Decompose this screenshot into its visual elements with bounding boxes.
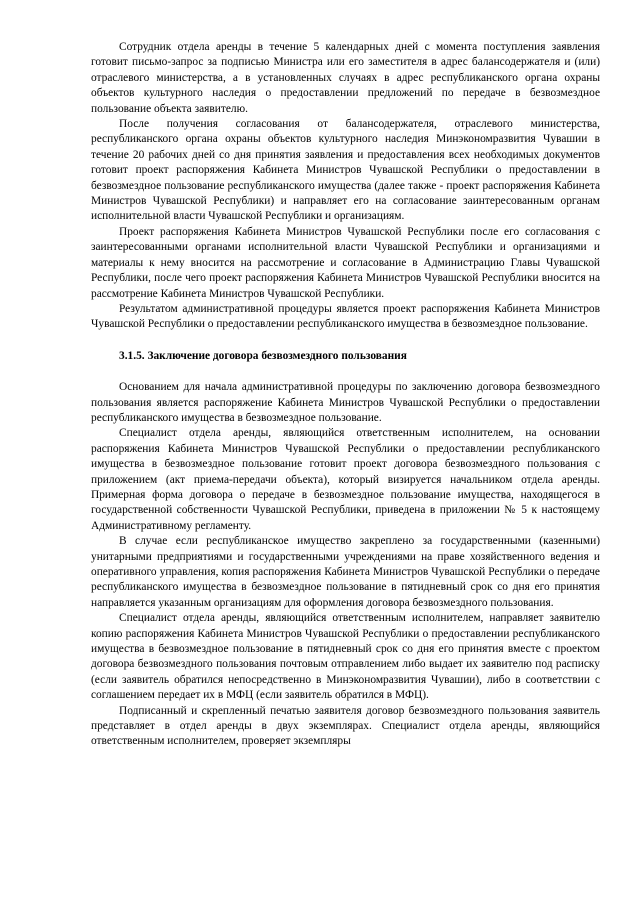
section-heading: 3.1.5. Заключение договора безвозмездного пользования bbox=[119, 349, 407, 362]
paragraph: Сотрудник отдела аренды в течение 5 календарных дней с момента поступления заявления готовит письмо-запрос за подписью Министра или его заместителя в адрес балансодержателя и (или) отраслевого министерства, а в установленных случаях в адрес республиканского органа охраны объектов культурного наследия о предоставлении предложений по передаче в безвозмездное пользование объекта заявителю. bbox=[91, 41, 600, 115]
paragraph: Результатом административной процедуры является проект распоряжения Кабинета Министров Чувашской Республики о предоставлении республиканского имущества в безвозмездное пользование. bbox=[91, 302, 600, 331]
paragraph: В случае если республиканское имущество закреплено за государственными (казенными) унитарными предприятиями и государственными учреждениями на праве хозяйственного ведения и оперативного управления, копия распоряжения Кабинета Министров Чувашской Республики о передаче республиканского имущества в безвозмездное пользование в пятидневный срок со дня его принятия направляется указанным организациям для оформления договора безвозмездного пользования. bbox=[91, 535, 600, 609]
paragraph: Специалист отдела аренды, являющийся ответственным исполнителем, на основании распоряжения Кабинета Министров Чувашской Республики о предоставлении республиканского имущества в безвозмездное пользование готовит проект договора безвозмездного пользования с приложением (акт приема-передачи объекта), который визируется начальником отдела аренды. Примерная форма договора о передаче в безвозмездное пользование имущества, находящегося в государственной собственности Чувашской Республики, приведена в приложении № 5 к настоящему Административному регламенту. bbox=[91, 427, 600, 532]
paragraph: После получения согласования от балансодержателя, отраслевого министерства, республиканского органа охраны объектов культурного наследия Минэкономразвития Чувашии в течение 20 рабочих дней со дня принятия заявления и предоставления всех необходимых документов готовит проект распоряжения Кабинета Министров Чувашской Республики о предоставлении в безвозмездное пользование республиканского имущества (далее также - проект распоряжения Кабинета Министров Чувашской Республики) и направляет его на согласование заинтересованным органам исполнительной власти Чувашской Республики и организациям. bbox=[91, 118, 600, 223]
paragraph: Проект распоряжения Кабинета Министров Чувашской Республики после его согласования с заинтересованными органами исполнительной власти Чувашской Республики и организациями и материалы к нему вносится на рассмотрение и согласование в Администрацию Главы Чувашской Республики, после чего проект распоряжения Кабинета Министров Чувашской Республики вносится на рассмотрение Кабинета Министров Чувашской Республики. bbox=[91, 225, 600, 300]
paragraph: Подписанный и скрепленный печатью заявителя договор безвозмездного пользования заявитель представляет в отдел аренды в двух экземплярах. Специалист отдела аренды, являющийся ответственным исполнителем, проверяет экземпляры bbox=[91, 704, 600, 748]
paragraph: Специалист отдела аренды, являющийся ответственным исполнителем, направляет заявителю копию распоряжения Кабинета Министров Чувашской Республики о предоставлении республиканского имущества в безвозмездное пользование в пятидневный срок со дня его принятия вместе с проектом договора безвозмездного пользования почтовым отправлением либо выдает их заявителю под расписку (если заявитель обратился непосредственно в Минэкономразвития Чувашии), либо в соответствии с соглашением передает их в МФЦ (если заявитель обратился в МФЦ). bbox=[91, 612, 600, 702]
document-page bbox=[91, 40, 600, 750]
paragraph: Основанием для начала административной процедуры по заключению договора безвозмездного пользования является распоряжение Кабинета Министров Чувашской Республики о предоставлении республиканского имущества в безвозмездное пользование. bbox=[91, 381, 600, 424]
